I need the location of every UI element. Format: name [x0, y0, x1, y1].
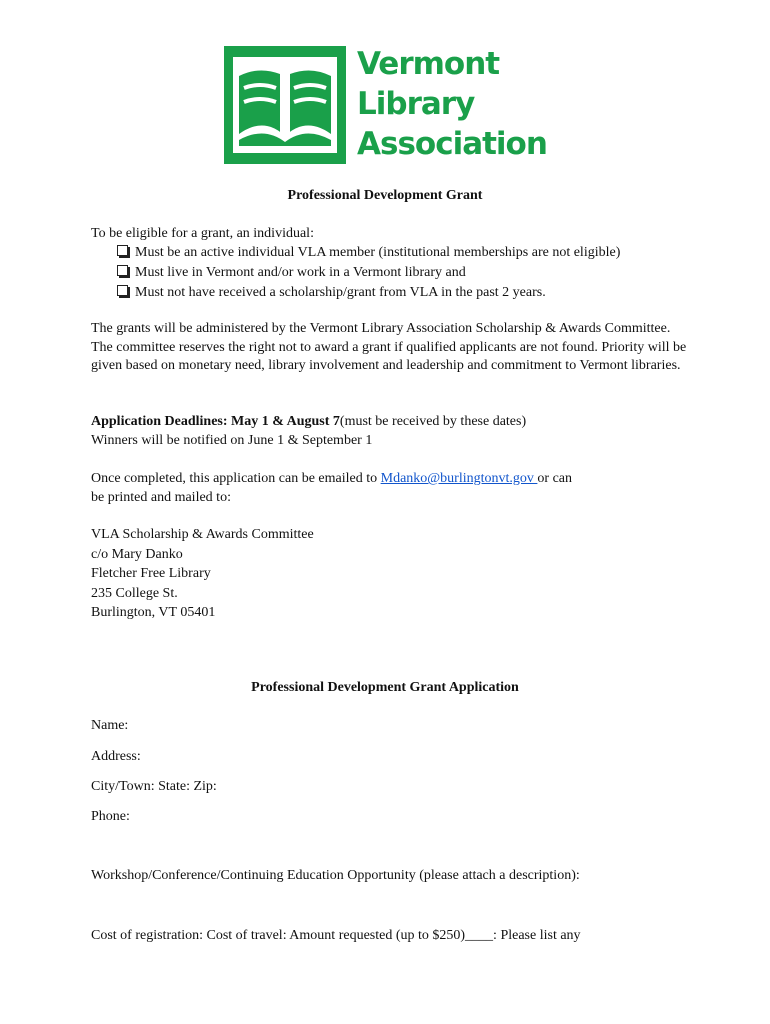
vla-logo: [224, 44, 554, 164]
submission-suffix: or can: [537, 471, 572, 486]
address-line: VLA Scholarship & Awards Committee: [91, 527, 314, 542]
criteria-text: Must not have received a scholarship/grant from VLA in the past 2 years.: [135, 285, 546, 300]
phone-field-label: Phone:: [91, 809, 130, 824]
address-line: Fletcher Free Library: [91, 566, 211, 582]
vla-logo-wordmark: [357, 44, 557, 164]
submission-line: [91, 470, 572, 489]
criteria-item: [117, 243, 620, 263]
deadlines-note: (must be received by these dates): [339, 414, 527, 429]
deadlines-line: [91, 413, 526, 432]
winners-note: Winners will be notified on June 1 & September 1: [91, 433, 373, 448]
submission-line-2: be printed and mailed to:: [91, 490, 231, 505]
deadlines-label: Application Deadlines: May 1 & August 7: [91, 414, 340, 429]
criteria-item: [117, 263, 620, 283]
grant-title: Professional Development Grant: [287, 188, 483, 203]
email-link[interactable]: Mdanko@burlingtonvt.gov: [380, 471, 538, 486]
submission-prefix: Once completed, this application can be emailed to: [91, 471, 381, 486]
logo-line-association: Association: [357, 126, 547, 162]
opportunity-field-label: Workshop/Conference/Continuing Education Opportunity (please attach a description):: [91, 868, 580, 883]
address-field-label: Address:: [91, 749, 141, 764]
logo-line-vermont: Vermont: [357, 46, 500, 82]
mailing-address: [91, 525, 314, 623]
criteria-text: Must be an active individual VLA member (institutional memberships are not eligible): [135, 245, 621, 260]
costs-field-label: Cost of registration: Cost of travel: Amount requested (up to $250)____: Please list any: [91, 928, 581, 943]
checkbox-bullet-icon: [117, 265, 128, 276]
criteria-item: [117, 283, 620, 303]
checkbox-bullet-icon: [117, 245, 128, 256]
book-tree-icon: [224, 46, 346, 164]
application-title: Professional Development Grant Application: [251, 680, 519, 695]
eligibility-criteria-list: [117, 243, 620, 303]
administration-paragraph: The grants will be administered by the Vermont Library Association Scholarship & Awards Committee. The committee reserves the right not to award a grant if qualified applicants are not found. Priority will be given based on monetary need, library involvement and leadership and commitment to Vermont libraries.: [91, 321, 687, 373]
address-line: 235 College St.: [91, 585, 178, 601]
checkbox-bullet-icon: [117, 285, 128, 296]
city-state-zip-field-label: City/Town: State: Zip:: [91, 779, 217, 794]
name-field-label: Name:: [91, 718, 129, 733]
criteria-text: Must live in Vermont and/or work in a Vermont library and: [135, 265, 466, 280]
eligibility-intro: To be eligible for a grant, an individual:: [91, 226, 314, 241]
address-line: c/o Mary Danko: [91, 546, 183, 562]
address-line: Burlington, VT 05401: [91, 605, 216, 621]
logo-line-library: Library: [357, 86, 475, 122]
